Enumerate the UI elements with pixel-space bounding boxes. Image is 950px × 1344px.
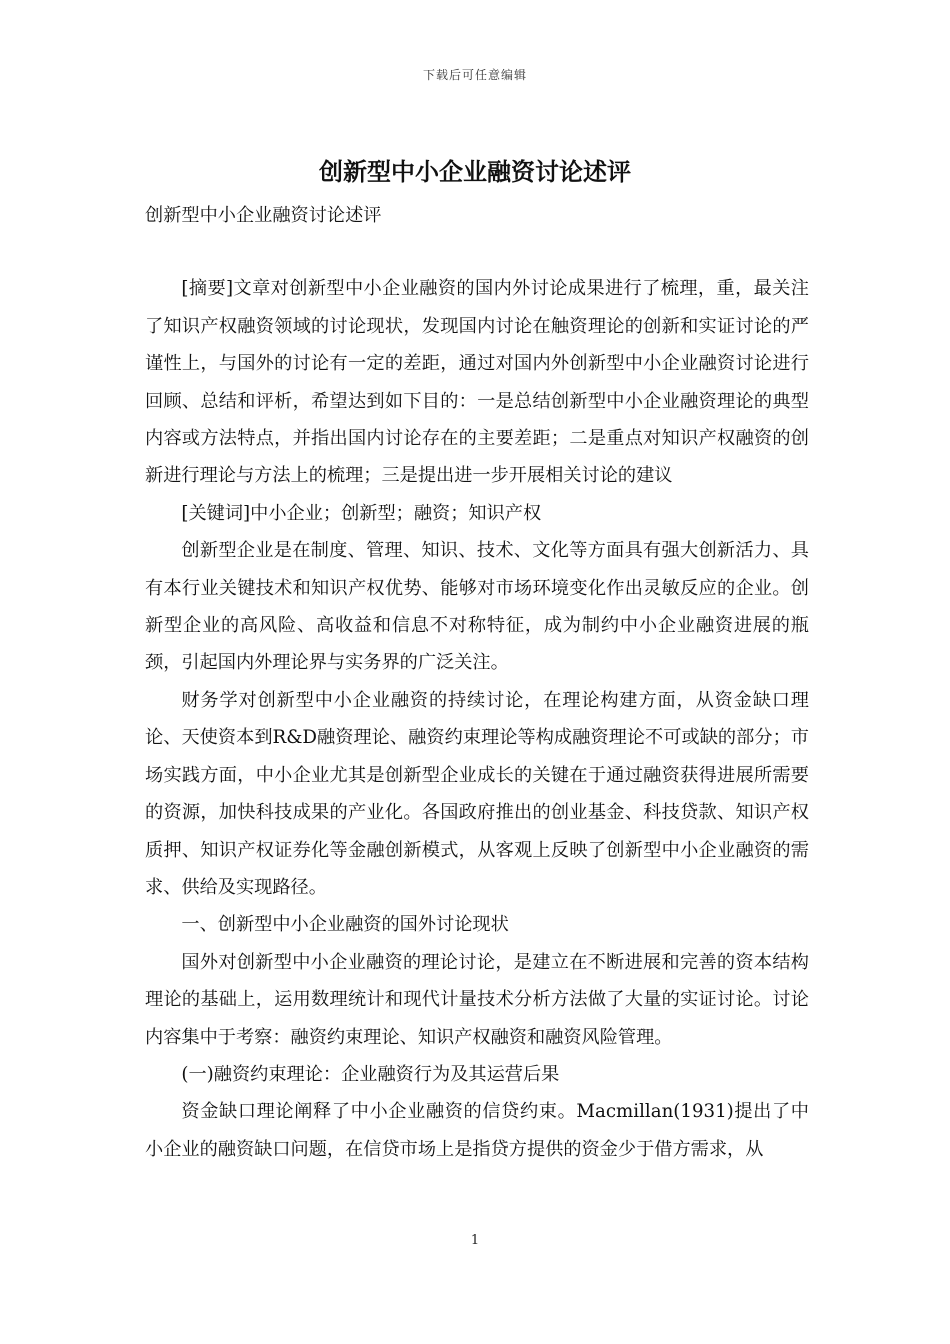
body-paragraph: 国外对创新型中小企业融资的理论讨论，是建立在不断进展和完善的资本结构理论的基础上，运用数理统计和现代计量技术分析方法做了大量的实证讨论。讨论内容集中于考察：融资约束理论、知识产权融资和融资风险管理。 xyxy=(145,951,809,1048)
document-body xyxy=(145,197,809,1168)
document-title: 创新型中小企业融资讨论述评 xyxy=(319,157,631,186)
subsection-heading: (一)融资约束理论：企业融资行为及其运营后果 xyxy=(181,1063,560,1085)
abstract-paragraph: [摘要]文章对创新型中小企业融资的国内外讨论成果进行了梳理，重，最关注了知识产权融资领域的讨论现状，发现国内讨论在触资理论的创新和实证讨论的严谨性上，与国外的讨论有一定的差距，通过对国内外创新型中小企业融资讨论进行回顾、总结和评析，希望达到如下目的：一是总结创新型中小企业融资理论的典型内容或方法特点，并指出国内讨论存在的主要差距；二是重点对知识产权融资的创新进行理论与方法上的梳理；三是提出进一步开展相关讨论的建议 xyxy=(145,278,809,487)
section-heading: 一、创新型中小企业融资的国外讨论现状 xyxy=(181,914,509,936)
body-paragraph: 财务学对创新型中小企业融资的持续讨论，在理论构建方面，从资金缺口理论、天使资本到R&D融资理论、融资约束理论等构成融资理论不可或缺的部分；市场实践方面，中小企业尤其是创新型企业成长的关键在于通过融资获得进展所需要的资源，加快科技成果的产业化。各国政府推出的创业基金、科技贷款、知识产权质押、知识产权证券化等金融创新模式，从客观上反映了创新型中小企业融资的需求、供给及实现路径。 xyxy=(145,689,809,898)
body-paragraph: 创新型企业是在制度、管理、知识、技术、文化等方面具有强大创新活力、具有本行业关键技术和知识产权优势、能够对市场环境变化作出灵敏反应的企业。创新型企业的高风险、高收益和信息不对称特征，成为制约中小企业融资进展的瓶颈，引起国内外理论界与实务界的广泛关注。 xyxy=(145,540,809,674)
body-paragraph: 资金缺口理论阐释了中小企业融资的信贷约束。Macmillan(1931)提出了中小企业的融资缺口问题，在信贷市场上是指贷方提供的资金少于借方需求，从 xyxy=(145,1101,809,1160)
keywords-paragraph: [关键词]中小企业；创新型；融资；知识产权 xyxy=(181,502,542,524)
document-subtitle: 创新型中小企业融资讨论述评 xyxy=(145,205,382,226)
page-number: 1 xyxy=(470,1233,480,1248)
header-note: 下载后可任意编辑 xyxy=(422,68,527,82)
